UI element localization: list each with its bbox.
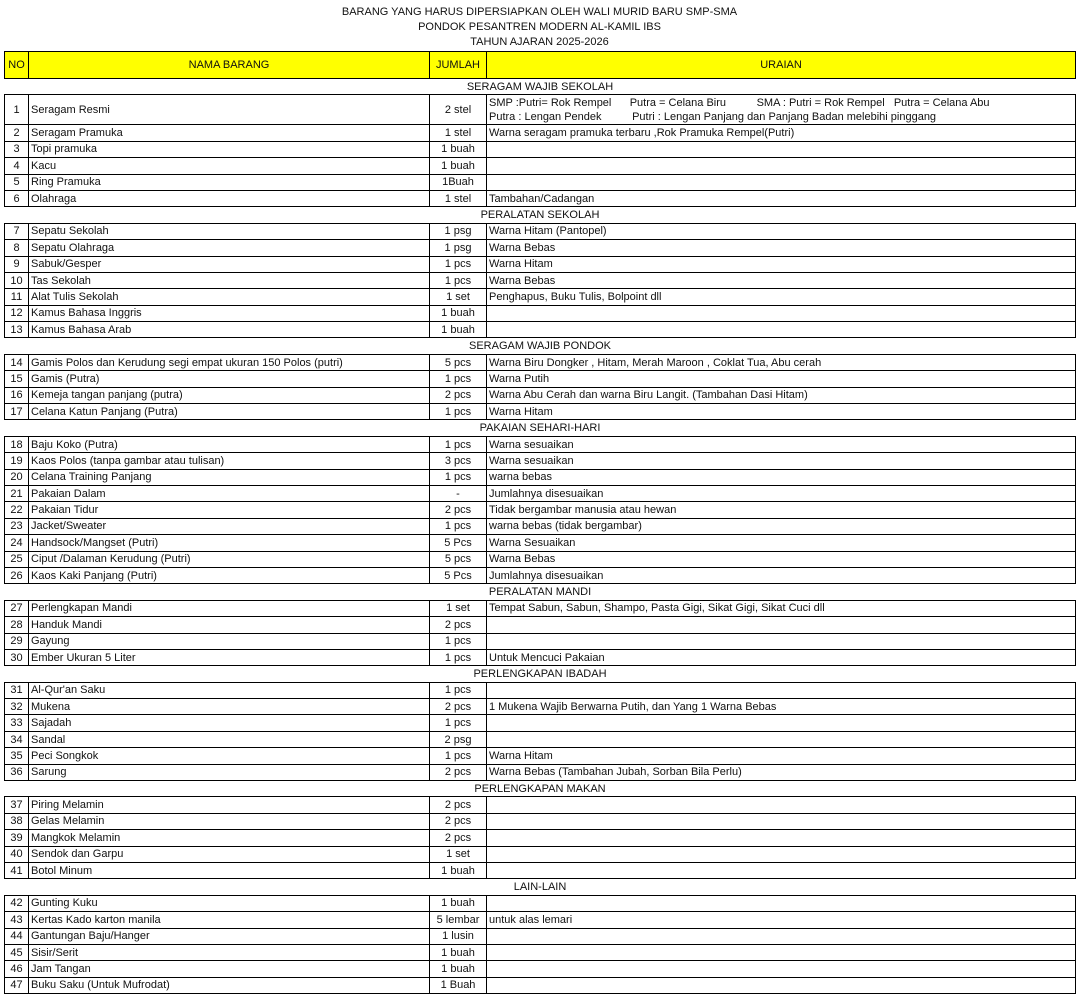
item-no: 35 [5,748,29,764]
table-row [5,567,1076,583]
item-name: Gantungan Baju/Hanger [29,928,430,944]
item-name: Kaos Polos (tanpa gambar atau tulisan) [29,453,430,469]
table-row [5,305,1076,321]
item-description: Jumlahnya disesuaikan [487,485,1076,501]
item-name: Seragam Pramuka [29,125,430,141]
title-line-2: PONDOK PESANTREN MODERN AL-KAMIL IBS [418,21,661,33]
item-name: Celana Katun Panjang (Putra) [29,404,430,420]
item-no: 6 [5,190,29,206]
item-description [487,305,1076,321]
section-title: SERAGAM WAJIB SEKOLAH [5,79,1076,95]
item-quantity: 2 psg [430,731,487,747]
item-quantity: - [430,485,487,501]
item-name: Kemeja tangan panjang (putra) [29,387,430,403]
item-quantity: 1 pcs [430,682,487,698]
table-row [5,289,1076,305]
item-no: 13 [5,322,29,338]
item-no: 30 [5,649,29,665]
table-row [5,485,1076,501]
item-no: 28 [5,617,29,633]
item-quantity: 5 pcs [430,354,487,370]
section-header-row [5,79,1076,95]
item-name: Pakaian Tidur [29,502,430,518]
item-name: Ciput /Dalaman Kerudung (Putri) [29,551,430,567]
item-quantity: 1 set [430,600,487,616]
item-description: Tempat Sabun, Sabun, Shampo, Pasta Gigi, Sikat Gigi, Sikat Cuci dll [487,600,1076,616]
item-quantity: 1 lusin [430,928,487,944]
item-description: Tidak bergambar manusia atau hewan [487,502,1076,518]
item-description: Warna sesuaikan [487,453,1076,469]
table-row [5,961,1076,977]
item-name: Sandal [29,731,430,747]
item-quantity: 3 pcs [430,453,487,469]
item-description: Warna seragam pramuka terbaru ,Rok Pramuka Rempel(Putri) [487,125,1076,141]
table-row [5,846,1076,862]
table-row [5,731,1076,747]
table-row [5,371,1076,387]
table-row [5,518,1076,534]
item-quantity: 5 pcs [430,551,487,567]
table-row [5,322,1076,338]
item-description: Warna Hitam [487,256,1076,272]
item-name: Peci Songkok [29,748,430,764]
table-row [5,551,1076,567]
item-no: 29 [5,633,29,649]
item-description [487,95,1076,125]
item-description: Warna Abu Cerah dan warna Biru Langit. (Tambahan Dasi Hitam) [487,387,1076,403]
table-row [5,436,1076,452]
table-body [5,79,1076,994]
item-description: Penghapus, Buku Tulis, Bolpoint dll [487,289,1076,305]
item-name: Botol Minum [29,862,430,878]
item-description [487,174,1076,190]
item-quantity: 2 pcs [430,830,487,846]
item-description [487,944,1076,960]
item-description: Jumlahnya disesuaikan [487,567,1076,583]
title-line-1: BARANG YANG HARUS DIPERSIAPKAN OLEH WALI MURID BARU SMP-SMA [341,6,738,18]
item-name: Mukena [29,699,430,715]
item-no: 41 [5,862,29,878]
item-name: Jacket/Sweater [29,518,430,534]
section-header-row [5,207,1076,223]
table-row [5,354,1076,370]
item-description: untuk alas lemari [487,912,1076,928]
item-description [487,633,1076,649]
item-description [487,797,1076,813]
section-title: PERALATAN MANDI [5,584,1076,600]
section-title: PERLENGKAPAN MAKAN [5,781,1076,797]
title-line-3: TAHUN AJARAN 2025-2026 [470,36,609,48]
section-title: PAKAIAN SEHARI-HARI [5,420,1076,436]
item-no: 42 [5,895,29,911]
item-quantity: 1 stel [430,190,487,206]
section-header-row [5,879,1076,895]
item-no: 7 [5,223,29,239]
item-quantity: 1 pcs [430,272,487,288]
item-description: Warna Bebas [487,551,1076,567]
item-no: 46 [5,961,29,977]
section-title: SERAGAM WAJIB PONDOK [5,338,1076,354]
item-no: 44 [5,928,29,944]
item-no: 37 [5,797,29,813]
item-quantity: 2 stel [430,95,487,125]
item-quantity: 1 set [430,846,487,862]
item-no: 21 [5,485,29,501]
item-name: Olahraga [29,190,430,206]
item-quantity: 1 pcs [430,256,487,272]
item-quantity: 1 buah [430,322,487,338]
item-quantity: 5 Pcs [430,535,487,551]
item-no: 23 [5,518,29,534]
item-name: Piring Melamin [29,797,430,813]
item-no: 39 [5,830,29,846]
item-name: Kaos Kaki Panjang (Putri) [29,567,430,583]
section-header-row [5,420,1076,436]
item-quantity: 2 pcs [430,813,487,829]
item-no: 32 [5,699,29,715]
item-description-line: SMP :Putri= Rok Rempel Putra = Celana Biru SMA : Putri = Rok Rempel Putra = Celana Abu [489,96,990,109]
header-uraian: URAIAN [487,52,1076,79]
table-row [5,764,1076,780]
item-description [487,846,1076,862]
item-no: 36 [5,764,29,780]
item-quantity: 1 pcs [430,404,487,420]
item-quantity: 1 buah [430,895,487,911]
table-row [5,190,1076,206]
item-quantity: 1 pcs [430,436,487,452]
item-description: Warna Biru Dongker , Hitam, Merah Maroon , Coklat Tua, Abu cerah [487,354,1076,370]
item-no: 17 [5,404,29,420]
item-description: Warna Sesuaikan [487,535,1076,551]
table-row [5,387,1076,403]
item-quantity: 2 pcs [430,764,487,780]
item-no: 1 [5,95,29,125]
item-no: 18 [5,436,29,452]
table-row [5,748,1076,764]
item-description: Warna Bebas (Tambahan Jubah, Sorban Bila Perlu) [487,764,1076,780]
item-name: Ember Ukuran 5 Liter [29,649,430,665]
item-quantity: 1 buah [430,961,487,977]
item-description-line: Putra : Lengan Pendek Putri : Lengan Panjang dan Panjang Badan melebihi pinggang [489,110,937,123]
item-name: Sepatu Sekolah [29,223,430,239]
item-quantity: 2 pcs [430,617,487,633]
table-row [5,813,1076,829]
item-no: 27 [5,600,29,616]
item-no: 20 [5,469,29,485]
item-name: Baju Koko (Putra) [29,436,430,452]
item-name: Sajadah [29,715,430,731]
table-row [5,715,1076,731]
table-row [5,469,1076,485]
item-quantity: 2 pcs [430,502,487,518]
item-name: Seragam Resmi [29,95,430,125]
item-name: Buku Saku (Untuk Mufrodat) [29,977,430,993]
table-row [5,928,1076,944]
item-no: 11 [5,289,29,305]
item-description: Warna Hitam [487,748,1076,764]
table-row [5,830,1076,846]
item-name: Kamus Bahasa Arab [29,322,430,338]
item-description [487,141,1076,157]
table-row [5,502,1076,518]
item-no: 15 [5,371,29,387]
item-quantity: 1 pcs [430,748,487,764]
item-quantity: 2 pcs [430,699,487,715]
item-name: Sendok dan Garpu [29,846,430,862]
item-no: 33 [5,715,29,731]
item-name: Sarung [29,764,430,780]
item-name: Sisir/Serit [29,944,430,960]
item-name: Alat Tulis Sekolah [29,289,430,305]
item-description [487,322,1076,338]
section-title: PERALATAN SEKOLAH [5,207,1076,223]
item-description: Warna Hitam (Pantopel) [487,223,1076,239]
section-header-row [5,666,1076,682]
item-description: Untuk Mencuci Pakaian [487,649,1076,665]
header-jumlah: JUMLAH [430,52,487,79]
item-name: Kacu [29,158,430,174]
item-name: Pakaian Dalam [29,485,430,501]
table-row [5,600,1076,616]
item-no: 47 [5,977,29,993]
item-description: Warna Hitam [487,404,1076,420]
item-no: 34 [5,731,29,747]
table-row [5,649,1076,665]
item-no: 45 [5,944,29,960]
item-name: Topi pramuka [29,141,430,157]
document-title [0,0,1079,50]
item-name: Gamis (Putra) [29,371,430,387]
table-row [5,223,1076,239]
item-quantity: 1 pcs [430,518,487,534]
table-row [5,240,1076,256]
table-row [5,682,1076,698]
item-quantity: 2 pcs [430,797,487,813]
item-name: Al-Qur'an Saku [29,682,430,698]
item-no: 5 [5,174,29,190]
item-no: 38 [5,813,29,829]
item-name: Tas Sekolah [29,272,430,288]
item-description: Tambahan/Cadangan [487,190,1076,206]
section-header-row [5,338,1076,354]
item-quantity: 1 Buah [430,977,487,993]
item-no: 8 [5,240,29,256]
item-name: Gayung [29,633,430,649]
item-description [487,158,1076,174]
table-row [5,174,1076,190]
table-header-row [5,52,1076,79]
item-no: 2 [5,125,29,141]
item-description: warna bebas (tidak bergambar) [487,518,1076,534]
item-name: Sepatu Olahraga [29,240,430,256]
table-row [5,141,1076,157]
item-description [487,961,1076,977]
item-description [487,617,1076,633]
item-quantity: 1 buah [430,158,487,174]
item-name: Gunting Kuku [29,895,430,911]
item-name: Handsock/Mangset (Putri) [29,535,430,551]
table-row [5,535,1076,551]
item-no: 12 [5,305,29,321]
table-row [5,699,1076,715]
item-description [487,895,1076,911]
section-header-row [5,584,1076,600]
item-quantity: 1 pcs [430,371,487,387]
item-no: 26 [5,567,29,583]
item-no: 43 [5,912,29,928]
item-description [487,715,1076,731]
item-no: 9 [5,256,29,272]
item-quantity: 1 pcs [430,633,487,649]
item-description [487,928,1076,944]
item-quantity: 5 Pcs [430,567,487,583]
table-row [5,617,1076,633]
table-row [5,912,1076,928]
item-name: Celana Training Panjang [29,469,430,485]
item-name: Jam Tangan [29,961,430,977]
item-no: 10 [5,272,29,288]
item-name: Handuk Mandi [29,617,430,633]
table-row [5,404,1076,420]
table-row [5,272,1076,288]
item-name: Kertas Kado karton manila [29,912,430,928]
items-table [4,51,1076,994]
item-quantity: 1Buah [430,174,487,190]
item-quantity: 1 buah [430,862,487,878]
item-description: Warna Bebas [487,272,1076,288]
table-row [5,797,1076,813]
table-row [5,977,1076,993]
item-quantity: 2 pcs [430,387,487,403]
header-no: NO [5,52,29,79]
table-row [5,125,1076,141]
item-quantity: 1 pcs [430,715,487,731]
table-row [5,633,1076,649]
item-description [487,813,1076,829]
item-name: Gamis Polos dan Kerudung segi empat ukuran 150 Polos (putri) [29,354,430,370]
item-quantity: 1 buah [430,141,487,157]
header-nama-barang: NAMA BARANG [29,52,430,79]
section-header-row [5,781,1076,797]
item-quantity: 1 pcs [430,469,487,485]
item-name: Sabuk/Gesper [29,256,430,272]
item-no: 16 [5,387,29,403]
item-no: 14 [5,354,29,370]
section-title: PERLENGKAPAN IBADAH [5,666,1076,682]
item-quantity: 1 buah [430,305,487,321]
table-row [5,895,1076,911]
item-no: 19 [5,453,29,469]
table-row [5,95,1076,125]
table-row [5,158,1076,174]
item-description: Warna Putih [487,371,1076,387]
item-quantity: 1 psg [430,223,487,239]
table-row [5,256,1076,272]
item-no: 4 [5,158,29,174]
item-description [487,731,1076,747]
item-description [487,862,1076,878]
item-no: 24 [5,535,29,551]
item-description: Warna sesuaikan [487,436,1076,452]
item-no: 3 [5,141,29,157]
item-no: 22 [5,502,29,518]
item-description: Warna Bebas [487,240,1076,256]
item-name: Perlengkapan Mandi [29,600,430,616]
item-description [487,682,1076,698]
item-name: Kamus Bahasa Inggris [29,305,430,321]
item-description [487,977,1076,993]
table-row [5,453,1076,469]
table-row [5,862,1076,878]
item-name: Ring Pramuka [29,174,430,190]
item-description [487,830,1076,846]
section-title: LAIN-LAIN [5,879,1076,895]
item-no: 25 [5,551,29,567]
item-description: 1 Mukena Wajib Berwarna Putih, dan Yang 1 Warna Bebas [487,699,1076,715]
item-quantity: 1 stel [430,125,487,141]
item-quantity: 1 pcs [430,649,487,665]
item-name: Mangkok Melamin [29,830,430,846]
table-row [5,944,1076,960]
item-description: warna bebas [487,469,1076,485]
item-name: Gelas Melamin [29,813,430,829]
item-quantity: 5 lembar [430,912,487,928]
item-no: 31 [5,682,29,698]
item-quantity: 1 set [430,289,487,305]
item-quantity: 1 buah [430,944,487,960]
item-quantity: 1 psg [430,240,487,256]
item-no: 40 [5,846,29,862]
